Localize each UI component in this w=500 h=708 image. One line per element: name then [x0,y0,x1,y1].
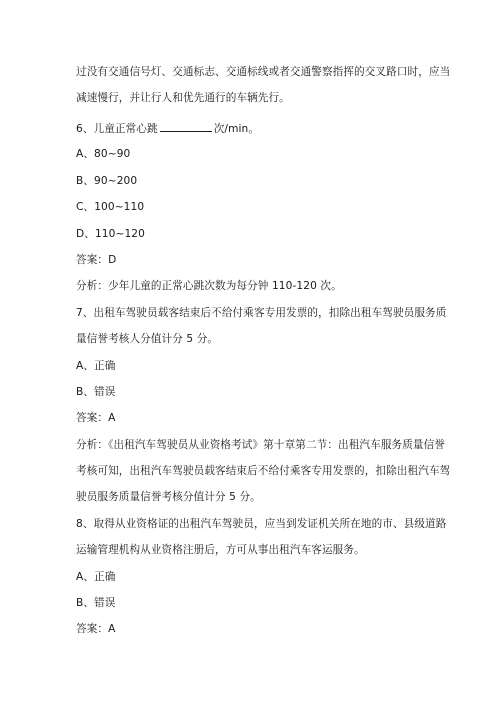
question-6-suffix: 次/min。 [213,123,260,135]
answer-blank [160,121,212,132]
question-7-cont: 量信誉考核人分值计分 5 分。 [76,333,219,345]
question-8-cont: 运输管理机构从业资格注册后，方可从事出租汽车客运服务。 [76,544,365,556]
option-a: A、80~90 [76,148,131,160]
question-6 [76,121,436,136]
option-a: A、正确 [76,571,116,583]
answer: 答案：A [76,412,116,424]
question-8: 8、取得从业资格证的出租汽车驾驶员，应当到发证机关所在地的市、县级道路 [76,518,447,530]
analysis-cont: 驶员服务质量信誉考核分值计分 5 分。 [76,491,261,503]
option-a: A、正确 [76,360,116,372]
analysis-cont: 考核可知，出租汽车驾驶员载客结束后不给付乘客专用发票的，扣除出租汽车驾 [76,465,451,477]
option-b: B、错误 [76,386,116,398]
analysis: 分析：少年儿童的正常心跳次数为每分钟 110-120 次。 [76,280,342,292]
answer: 答案：A [76,623,116,635]
question-6-prefix: 6、儿童正常心跳 [76,123,158,135]
option-d: D、110~120 [76,228,145,240]
text-line: 减速慢行，并让行人和优先通行的车辆先行。 [76,92,290,104]
analysis: 分析：《出租汽车驾驶员从业资格考试》第十章第二节：出租汽车服务质量信誉 [76,439,445,451]
option-c: C、100~110 [76,201,145,213]
answer: 答案：D [76,254,117,266]
option-b: B、错误 [76,597,116,609]
option-b: B、90~200 [76,175,138,187]
text-line: 过没有交通信号灯、交通标志、交通标线或者交通警察指挥的交叉路口时，应当 [76,66,451,78]
question-7: 7、出租车驾驶员载客结束后不给付乘客专用发票的，扣除出租车驾驶员服务质 [76,307,447,319]
